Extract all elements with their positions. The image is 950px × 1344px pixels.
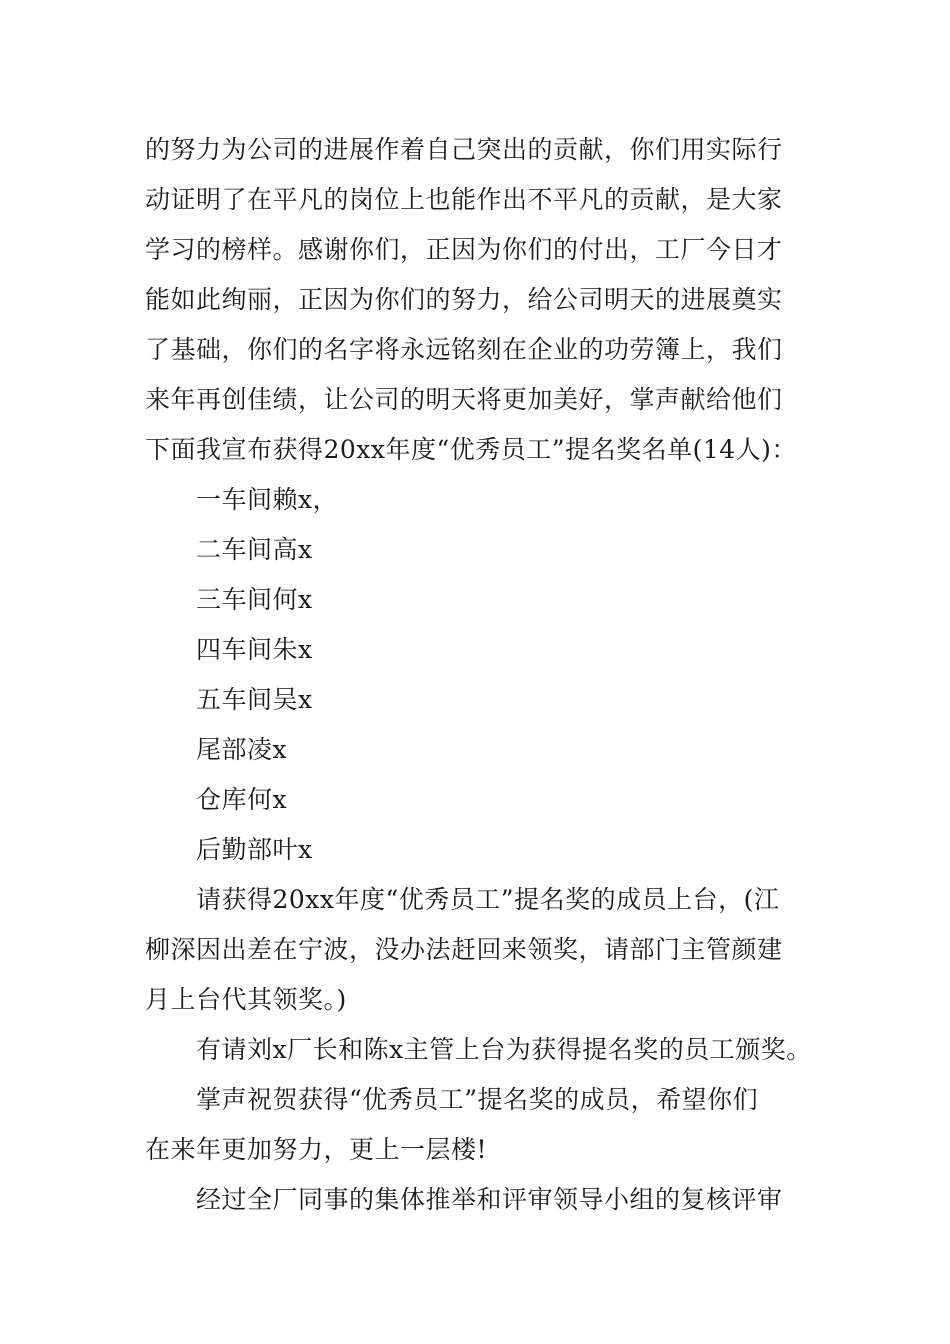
- body-text-line: 在来年更加努力，更上一层楼!: [145, 1135, 488, 1164]
- body-text-line: 了基础，你们的名字将永远铭刻在企业的功劳簿上，我们: [145, 335, 783, 364]
- announcement-line: 下面我宣布获得20xx年度“优秀员工”提名奖名单(14人)：: [145, 435, 797, 464]
- body-text-line: 有请刘x厂长和陈x主管上台为获得提名奖的员工颁奖。: [196, 1035, 812, 1064]
- nominee-item: 仓库何x: [196, 785, 288, 814]
- nominee-item: 后勤部叶x: [196, 835, 313, 864]
- nominee-item: 五车间吴x: [196, 685, 313, 714]
- body-text-line: 经过全厂同事的集体推举和评审领导小组的复核评审: [196, 1185, 783, 1214]
- body-text-line: 的努力为公司的进展作着自己突出的贡献，你们用实际行: [145, 135, 783, 164]
- nominee-item: 四车间朱x: [196, 635, 313, 664]
- body-text-line: 能如此绚丽，正因为你们的努力，给公司明天的进展奠实: [145, 285, 783, 314]
- nominee-item: 尾部凌x: [196, 735, 288, 764]
- body-text-line: 掌声祝贺获得“优秀员工”提名奖的成员，希望你们: [196, 1085, 759, 1114]
- body-text-line: 请获得20xx年度“优秀员工”提名奖的成员上台，(江: [196, 885, 780, 914]
- nominee-item: 三车间何x: [196, 585, 313, 614]
- body-text-line: 月上台代其领奖。): [145, 985, 347, 1014]
- nominee-item: 一车间赖x，: [196, 485, 339, 514]
- body-text-line: 来年再创佳绩，让公司的明天将更加美好，掌声献给他们: [145, 385, 783, 414]
- body-text-line: 柳深因出差在宁波，没办法赶回来领奖，请部门主管颜建: [145, 935, 783, 964]
- body-text-line: 动证明了在平凡的岗位上也能作出不平凡的贡献，是大家: [145, 185, 783, 214]
- body-text-line: 学习的榜样。感谢你们，正因为你们的付出，工厂今日才: [145, 235, 783, 264]
- nominee-item: 二车间高x: [196, 535, 313, 564]
